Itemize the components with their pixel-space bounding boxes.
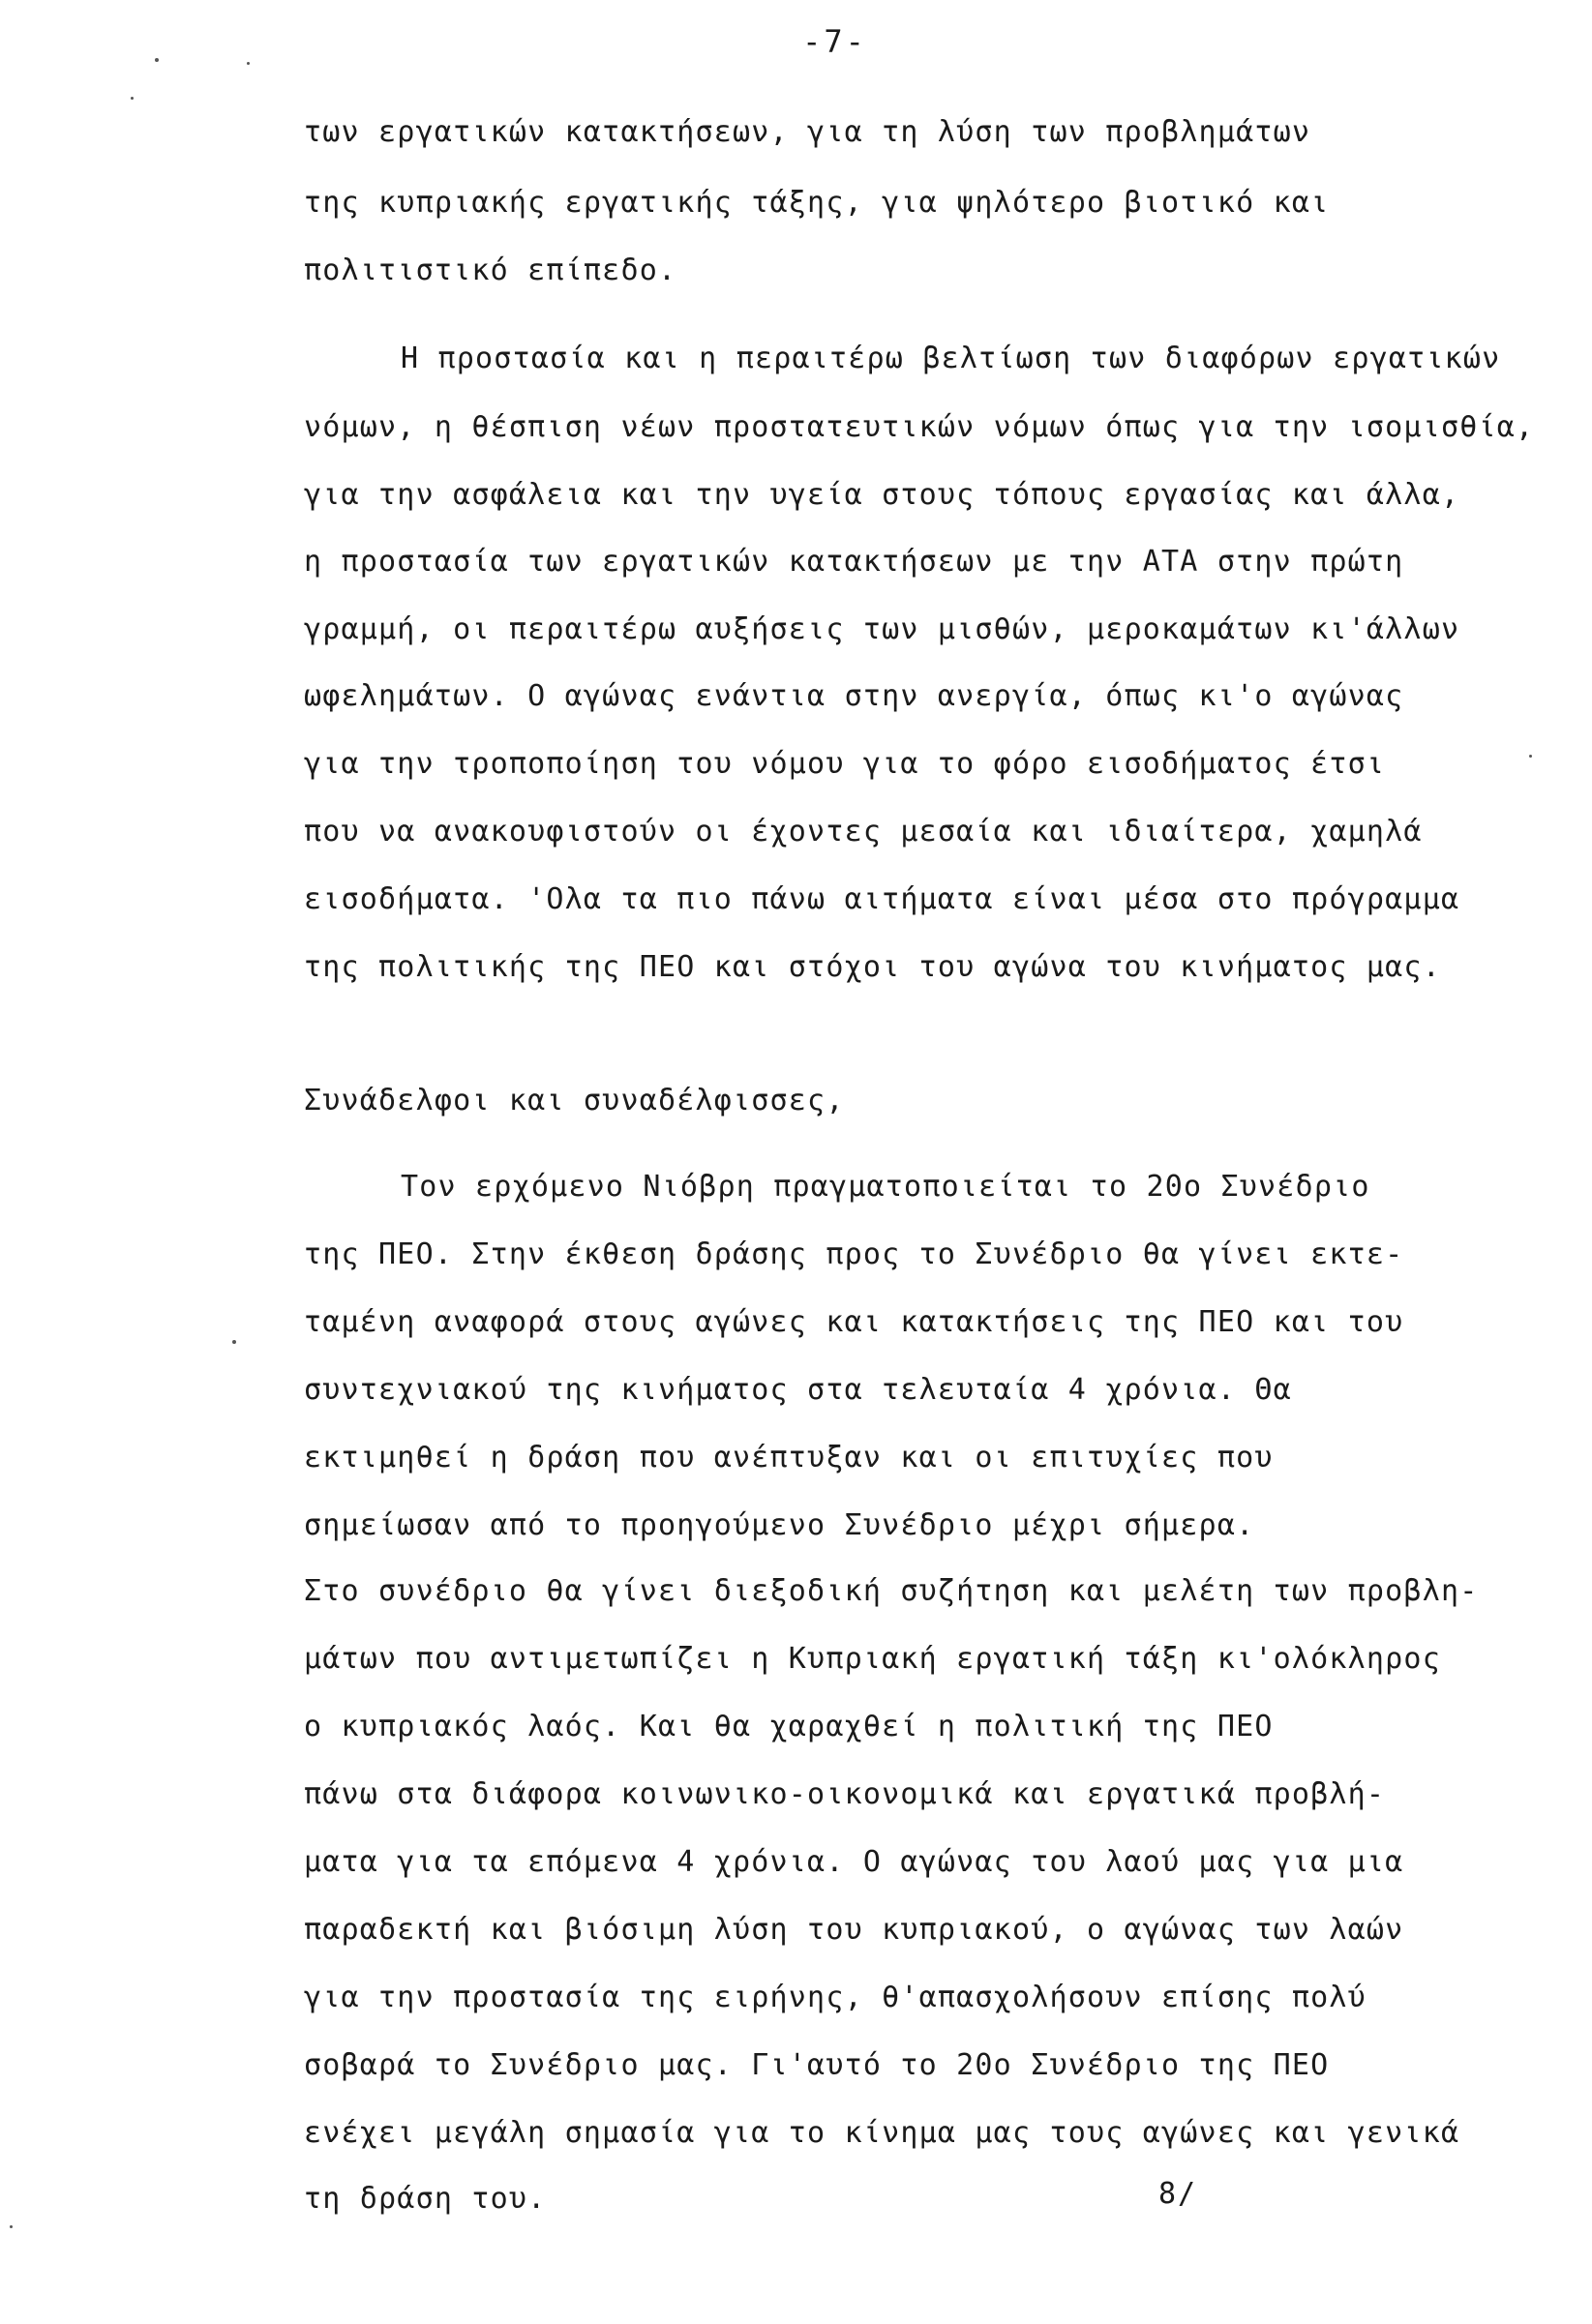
scan-speck	[10, 2225, 13, 2228]
scan-speck	[131, 97, 134, 100]
text-line: πολιτιστικό επίπεδο.	[304, 253, 677, 287]
text-line: για την προστασία της ειρήνης, θ'απασχολήσουν επίσης πολύ	[304, 1981, 1367, 2014]
text-line: των εργατικών κατακτήσεων, για τη λύση των προβλημάτων	[304, 115, 1311, 149]
scan-speck	[1529, 755, 1532, 758]
text-line: τη δράση του.	[304, 2182, 547, 2216]
text-line: σοβαρά το Συνέδριο μας. Γι'αυτό το 20ο Συνέδριο της ΠΕΟ	[304, 2048, 1330, 2082]
text-line: Τον ερχόμενο Νιόβρη πραγματοποιείται το 20ο Συνέδριο	[401, 1170, 1370, 1204]
text-line: η προστασία των εργατικών κατακτήσεων με την ΑΤΑ στην πρώτη	[304, 545, 1404, 579]
page-number: -7-	[802, 23, 867, 60]
scan-speck	[155, 58, 159, 62]
text-line: γραμμή, οι περαιτέρω αυξήσεις των μισθών, μεροκαμάτων κι'άλλων	[304, 612, 1460, 646]
text-line: ενέχει μεγάλη σημασία για το κίνημα μας τους αγώνες και γενικά	[304, 2116, 1460, 2150]
scan-speck	[232, 1340, 236, 1344]
scan-speck	[247, 62, 250, 65]
text-line: για την τροποποίηση του νόμου για το φόρο εισοδήματος έτσι	[304, 747, 1386, 781]
text-line: για την ασφάλεια και την υγεία στους τόπους εργασίας και άλλα,	[304, 478, 1460, 512]
text-line: πάνω στα διάφορα κοινωνικο-οικονομικά και εργατικά προβλή-	[304, 1777, 1386, 1811]
text-line: της ΠΕΟ. Στην έκθεση δράσης προς το Συνέδριο θα γίνει εκτε-	[304, 1237, 1404, 1271]
text-line: που να ανακουφιστούν οι έχοντες μεσαία και ιδιαίτερα, χαμηλά	[304, 815, 1423, 849]
text-line: Η προστασία και η περαιτέρω βελτίωση των διαφόρων εργατικών	[401, 342, 1501, 375]
text-line: συντεχνιακού της κινήματος στα τελευταία 4 χρόνια. Θα	[304, 1373, 1292, 1407]
text-line: ωφελημάτων. Ο αγώνας ενάντια στην ανεργία, όπως κι'ο αγώνας	[304, 679, 1404, 713]
text-line: μάτων που αντιμετωπίζει η Κυπριακή εργατική τάξη κι'ολόκληρος	[304, 1642, 1441, 1676]
text-line: της κυπριακής εργατικής τάξης, για ψηλότερο βιοτικό και	[304, 186, 1330, 220]
text-line: παραδεκτή και βιόσιμη λύση του κυπριακού, ο αγώνας των λαών	[304, 1913, 1404, 1947]
text-line: εκτιμηθεί η δράση που ανέπτυξαν και οι επιτυχίες που	[304, 1441, 1274, 1475]
salutation: Συνάδελφοι και συναδέλφισσες,	[304, 1084, 845, 1117]
text-line: της πολιτικής της ΠΕΟ και στόχοι του αγώνα του κινήματος μας.	[304, 950, 1441, 984]
text-line: ο κυπριακός λαός. Και θα χαραχθεί η πολιτική της ΠΕΟ	[304, 1710, 1274, 1743]
text-line: ταμένη αναφορά στους αγώνες και κατακτήσεις της ΠΕΟ και του	[304, 1305, 1404, 1339]
text-line: ματα για τα επόμενα 4 χρόνια. Ο αγώνας του λαού μας για μια	[304, 1845, 1404, 1879]
text-line: Στο συνέδριο θα γίνει διεξοδική συζήτηση και μελέτη των προβλη-	[304, 1574, 1479, 1608]
continuation-marker: 8/	[1158, 2177, 1198, 2211]
text-line: νόμων, η θέσπιση νέων προστατευτικών νόμων όπως για την ισομισθία,	[304, 410, 1535, 444]
text-line: εισοδήματα. 'Ολα τα πιο πάνω αιτήματα είναι μέσα στο πρόγραμμα	[304, 882, 1460, 916]
text-line: σημείωσαν από το προηγούμενο Συνέδριο μέχρι σήμερα.	[304, 1508, 1255, 1542]
